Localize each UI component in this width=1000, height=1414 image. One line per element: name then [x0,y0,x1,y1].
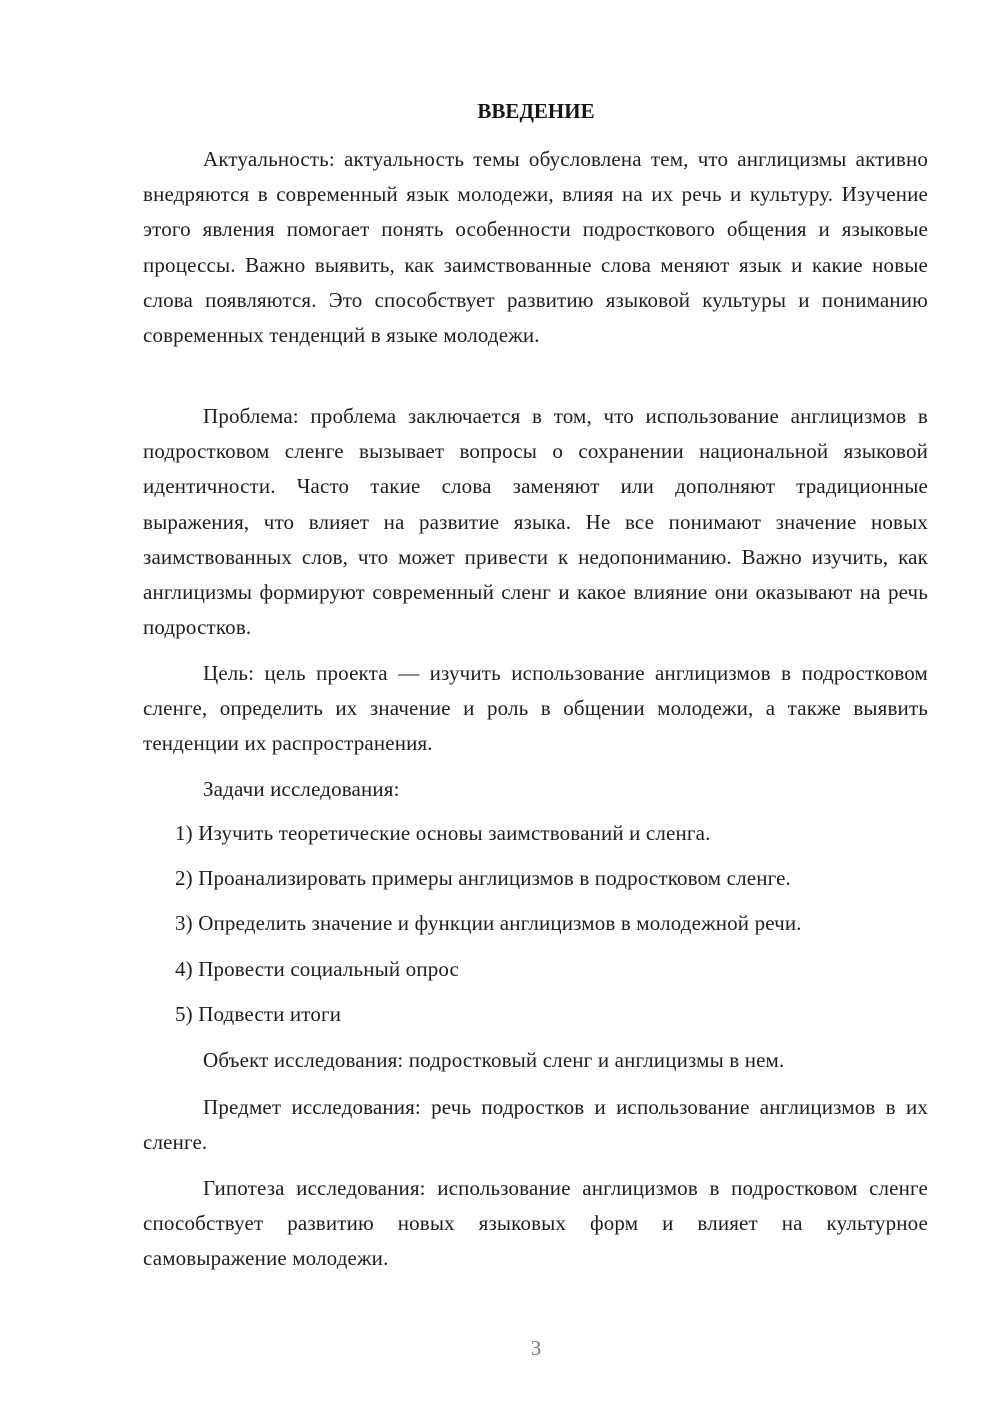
tasks-list [175,818,802,1044]
task-item: 4) Провести социальный опрос [175,956,460,981]
tasks-heading: Задачи исследования: [203,777,400,801]
task-item: 2) Проанализировать примеры англицизмов в подростковом сленге. [175,866,791,891]
paragraph-problem: Проблема: проблема заключается в том, что использование англицизмов в подростковом сленге вызывает вопросы о сохранении национальной языковой идентичности. Часто такие слова заменяют или дополняют традиционные выражения, что влияет на развитие языка. Не все понимают значение новых заимствованных слов, что может привести к недопониманию. Важно изучить, как англицизмы формируют современный сленг и какое влияние они оказывают на речь подростков. [143,404,928,640]
paragraph-relevance: Актуальность: актуальность темы обусловлена тем, что англицизмы активно внедряются в современный язык молодежи, влияя на их речь и культуру. Изучение этого явления помогает понять особенности подросткового общения и языковые процессы. Важно выявить, как заимствованные слова меняют язык и какие новые слова появляются. Это способствует развитию языковой культуры и пониманию современных тенденций в языке молодежи. [143,147,928,348]
task-item: 3) Определить значение и функции англицизмов в молодежной речи. [175,911,802,936]
task-item: 5) Подвести итоги [175,1001,342,1026]
paragraph-hypothesis: Гипотеза исследования: использование англицизмов в подростковом сленге способствует развитию новых языковых форм и влияет на культурное самовыражение молодежи. [143,1176,928,1271]
task-item: 1) Изучить теоретические основы заимствований и сленга. [175,821,711,845]
paragraph-subject: Предмет исследования: речь подростков и использование англицизмов в их сленге. [143,1095,928,1155]
paragraph-object: Объект исследования: подростковый сленг и англицизмы в нем. [203,1048,785,1072]
page-title: ВВЕДЕНИЕ [477,99,595,123]
paragraph-goal: Цель: цель проекта — изучить использование англицизмов в подростковом сленге, определить их значение и роль в общении молодежи, а также выявить тенденции их распространения. [143,661,928,756]
page-number: 3 [530,1336,542,1360]
